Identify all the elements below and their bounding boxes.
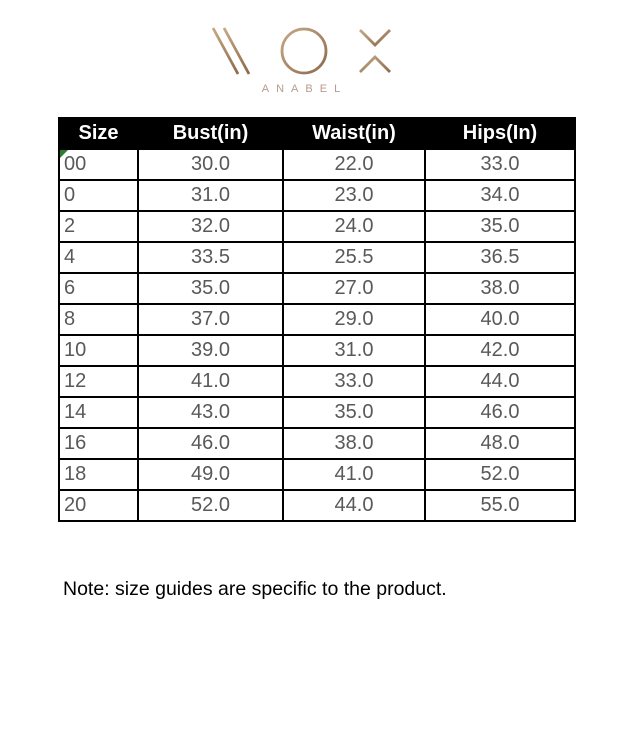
measurement-cell: 31.0 [283,335,425,366]
note-text: Note: size guides are specific to the product. [63,578,447,600]
size-cell: 20 [59,490,138,521]
measurement-cell: 49.0 [138,459,283,490]
table-row [59,335,575,366]
measurement-cell: 46.0 [138,428,283,459]
measurement-cell: 42.0 [425,335,575,366]
measurement-cell: 33.0 [425,149,575,180]
measurement-cell: 52.0 [138,490,283,521]
table-row [59,242,575,273]
measurement-cell: 35.0 [425,211,575,242]
size-cell: 6 [59,273,138,304]
size-cell: 0 [59,180,138,211]
size-chart-body [59,149,575,521]
table-header-row [59,118,575,149]
measurement-cell: 38.0 [425,273,575,304]
cell-error-marker-icon [60,150,68,158]
col-header-hips: Hips(In) [425,118,575,149]
table-row [59,428,575,459]
measurement-cell: 33.5 [138,242,283,273]
size-cell: 8 [59,304,138,335]
measurement-cell: 44.0 [283,490,425,521]
measurement-cell: 30.0 [138,149,283,180]
table-row [59,366,575,397]
measurement-cell: 29.0 [283,304,425,335]
table-row [59,490,575,521]
measurement-cell: 27.0 [283,273,425,304]
measurement-cell: 41.0 [283,459,425,490]
measurement-cell: 24.0 [283,211,425,242]
table-row [59,397,575,428]
measurement-cell: 37.0 [138,304,283,335]
measurement-cell: 52.0 [425,459,575,490]
col-header-waist: Waist(in) [283,118,425,149]
size-cell: 12 [59,366,138,397]
col-header-size: Size [59,118,138,149]
brand-subtitle: ANABEL [261,83,348,95]
col-header-bust: Bust(in) [138,118,283,149]
measurement-cell: 32.0 [138,211,283,242]
measurement-cell: 38.0 [283,428,425,459]
table-row [59,149,575,180]
table-row [59,211,575,242]
measurement-cell: 36.5 [425,242,575,273]
logo-n-glyph [213,28,249,74]
measurement-cell: 22.0 [283,149,425,180]
size-cell: 18 [59,459,138,490]
measurement-cell: 31.0 [138,180,283,211]
table-row [59,459,575,490]
table-row [59,273,575,304]
size-cell: 2 [59,211,138,242]
measurement-cell: 25.5 [283,242,425,273]
measurement-cell: 40.0 [425,304,575,335]
size-chart-table [58,117,576,522]
measurement-cell: 44.0 [425,366,575,397]
logo-x-glyph [360,30,390,72]
table-row [59,180,575,211]
measurement-cell: 41.0 [138,366,283,397]
size-cell: 4 [59,242,138,273]
measurement-cell: 33.0 [283,366,425,397]
table-row [59,304,575,335]
brand-logo [211,26,391,95]
measurement-cell: 35.0 [138,273,283,304]
logo-o-glyph [282,29,326,73]
measurement-cell: 34.0 [425,180,575,211]
size-cell: 00 [59,149,138,180]
measurement-cell: 35.0 [283,397,425,428]
measurement-cell: 43.0 [138,397,283,428]
measurement-cell: 23.0 [283,180,425,211]
measurement-cell: 39.0 [138,335,283,366]
measurement-cell: 48.0 [425,428,575,459]
nox-logo-icon [211,26,391,76]
measurement-cell: 55.0 [425,490,575,521]
size-cell: 10 [59,335,138,366]
measurement-cell: 46.0 [425,397,575,428]
size-cell: 14 [59,397,138,428]
size-cell: 16 [59,428,138,459]
